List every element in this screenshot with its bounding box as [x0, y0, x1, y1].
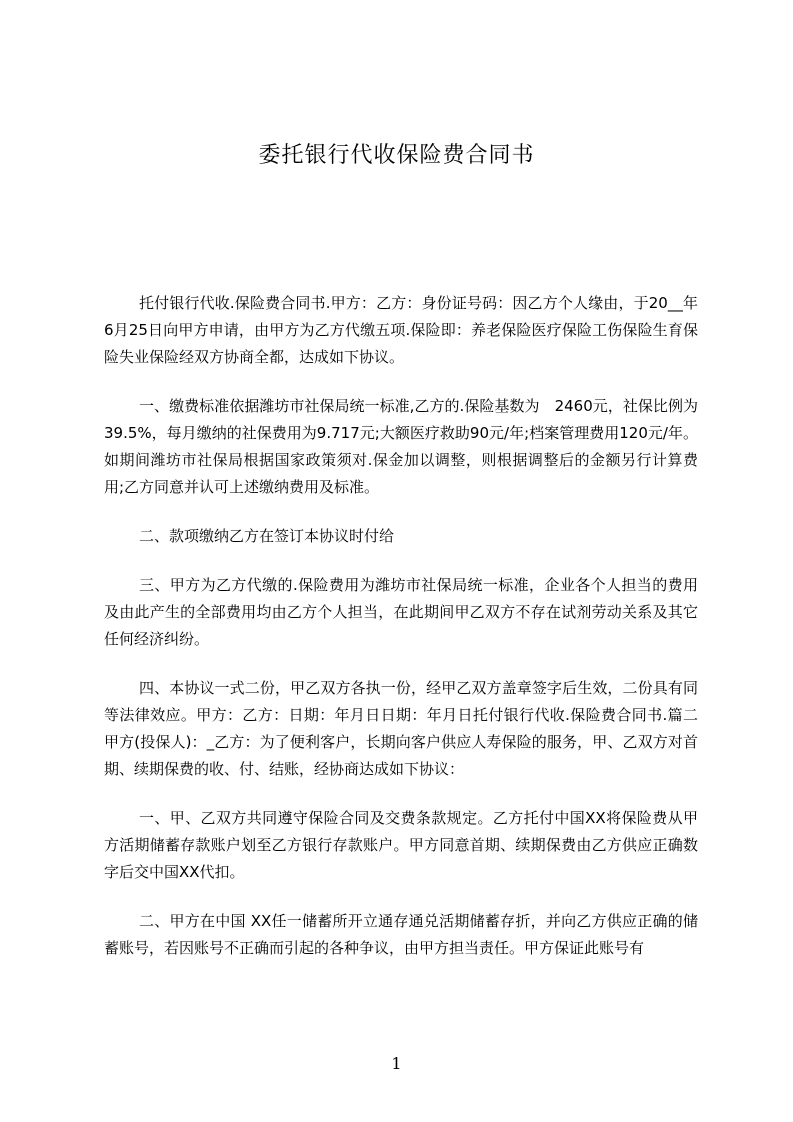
page-number: 1: [391, 1054, 402, 1073]
paragraph-intro: 托付银行代收.保险费合同书.甲方：乙方：身份证号码：因乙方个人缘由，于20__年6月25日向甲方申请，由甲方为乙方代缴五项.保险即：养老保险医疗保险工伤保险生育保险失业保险经双方协商全都，达成如下协议。: [104, 294, 698, 366]
paragraph-part2-clause-2: 二、甲方在中国 XX任一储蓄所开立通存通兑活期储蓄存折，并向乙方供应正确的储蓄账号，若因账号不正确而引起的各种争议，由甲方担当责任。甲方保证此账号有: [104, 912, 698, 957]
paragraph-clause-4-copies: 四、本协议一式二份，甲乙双方各执一份，经甲乙双方盖章签字后生效，二份具有同等法律效应。甲方：乙方：日期：年月日日期：年月日托付银行代收.保险费合同书.篇二甲方(投保人)：_乙方：为了便利客户，长期向客户供应人寿保险的服务，甲、乙双方对首期、续期保费的收、付、结账，经协商达成如下协议：: [104, 679, 698, 778]
document-body: [104, 290, 698, 962]
paragraph-part2-clause-1: 一、甲、乙双方共同遵守保险合同及交费条款规定。乙方托付中国XX将保险费从甲方活期储蓄存款账户划至乙方银行存款账户。甲方同意首期、续期保费由乙方供应正确数字后交中国XX代扣。: [104, 809, 698, 881]
paragraph-clause-3-responsibility: 三、甲方为乙方代缴的.保险费用为潍坊市社保局统一标准，企业各个人担当的费用及由此产生的全部费用均由乙方个人担当，在此期间甲乙双方不存在试剂劳动关系及其它任何经济纠纷。: [104, 576, 698, 648]
paragraph-clause-1-fee-standard: 一、缴费标准依据潍坊市社保局统一标准,乙方的.保险基数为 2460元，社保比例为39.5%，每月缴纳的社保费用为9.717元;大额医疗救助90元/年;档案管理费用120元/年。如期间潍坊市社保局根据国家政策须对.保金加以调整，则根据调整后的金额另行计算费用;乙方同意并认可上述缴纳费用及标准。: [104, 397, 698, 496]
paragraph-clause-2-payment: 二、款项缴纳乙方在签订本协议时付给: [139, 527, 395, 545]
document-title: 委托银行代收保险费合同书: [258, 143, 535, 168]
